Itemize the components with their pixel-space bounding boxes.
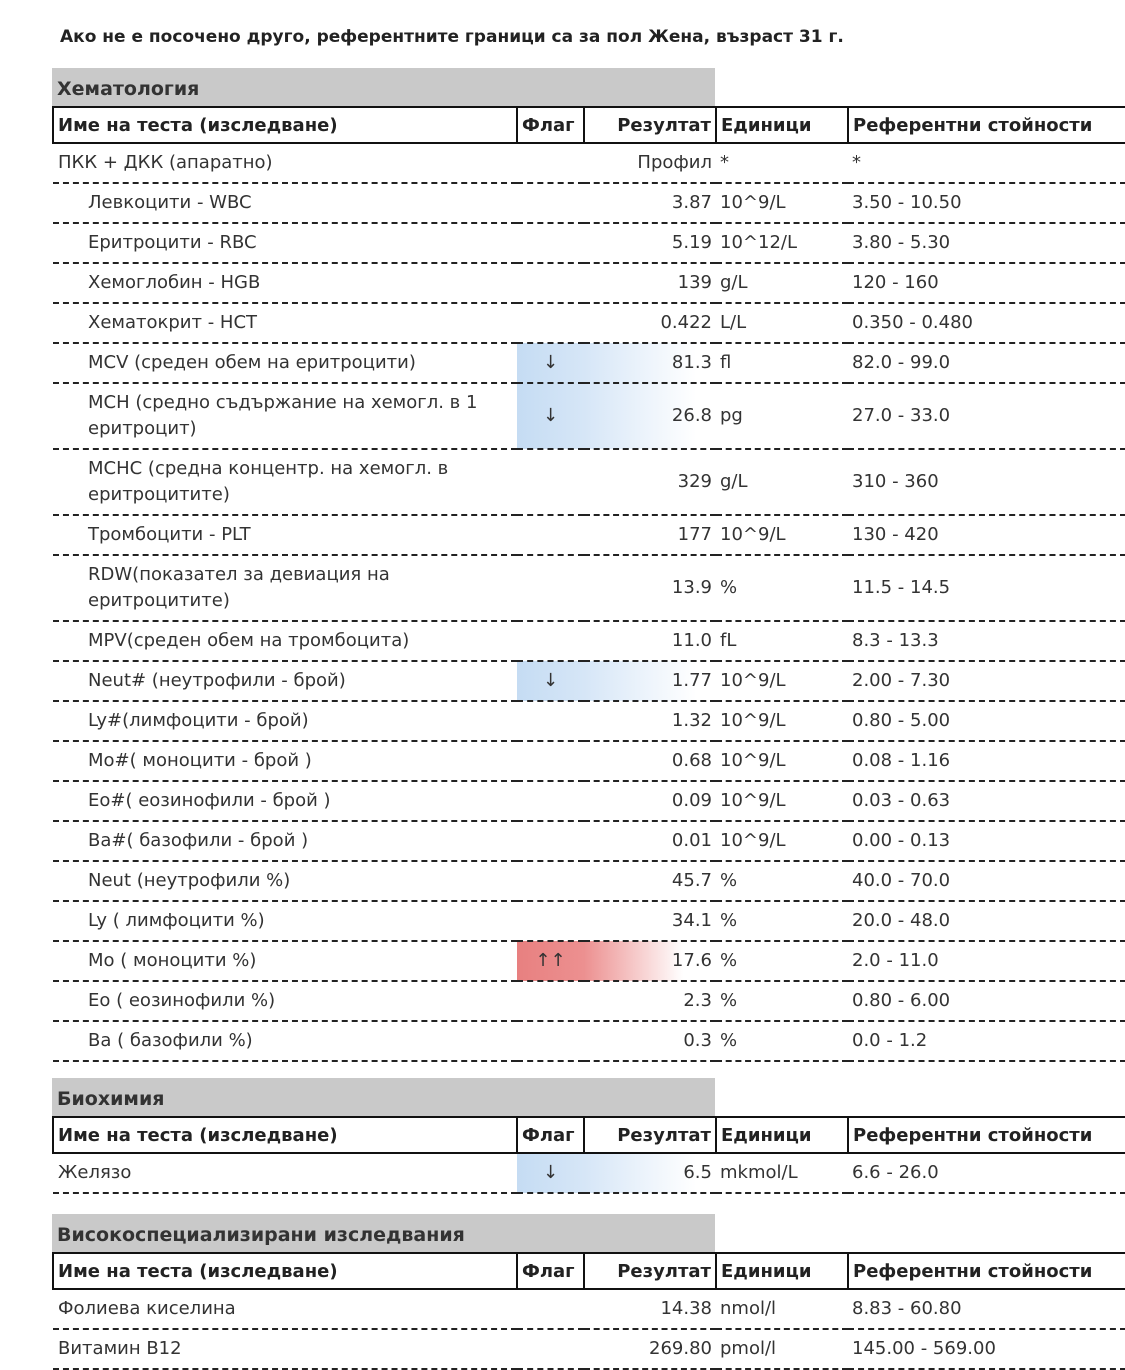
cell-result: 17.6 [584,941,716,981]
flag-cell [517,741,584,781]
header-row [53,1253,1125,1289]
table-row [53,861,1125,901]
cell-units: 10^9/L [716,821,848,861]
cell-name: MCH (средно съдържание на хемогл. в 1 еритроцит) [53,383,517,449]
cell-units: nmol/l [716,1289,848,1329]
table-row [53,981,1125,1021]
cell-result: 26.8 [584,383,716,449]
cell-result: 0.3 [584,1021,716,1061]
flag-cell [517,143,584,183]
column-header-name: Име на теста (изследване) [53,107,517,143]
cell-ref: 3.80 - 5.30 [848,223,1125,263]
table-row [53,781,1125,821]
cell-units: 10^9/L [716,515,848,555]
cell-ref: 145.00 - 569.00 [848,1329,1125,1369]
cell-units: 10^9/L [716,661,848,701]
table-row [53,143,1125,183]
column-header-units: Единици [716,1253,848,1289]
cell-result: 0.422 [584,303,716,343]
cell-result: 0.09 [584,781,716,821]
flag-low-icon: ↓ [517,343,584,383]
cell-result: 45.7 [584,861,716,901]
table-row [53,343,1125,383]
cell-result: 139 [584,263,716,303]
cell-ref: 0.08 - 1.16 [848,741,1125,781]
header-row [53,107,1125,143]
results-table [52,1116,1125,1194]
cell-ref: 0.0 - 1.2 [848,1021,1125,1061]
table-row [53,183,1125,223]
column-header-ref: Референтни стойности [848,107,1125,143]
cell-result: 81.3 [584,343,716,383]
flag-cell [517,701,584,741]
flag-cell [517,861,584,901]
cell-ref: 6.6 - 26.0 [848,1153,1125,1193]
cell-result: 269.80 [584,1329,716,1369]
cell-units: L/L [716,303,848,343]
table-row [53,941,1125,981]
cell-result: 1.77 [584,661,716,701]
cell-name: Тромбоцити - PLT [53,515,517,555]
column-header-ref: Референтни стойности [848,1117,1125,1153]
cell-result: 2.3 [584,981,716,1021]
table-row [53,1153,1125,1193]
results-table [52,106,1125,1062]
cell-name: Хематокрит - HCT [53,303,517,343]
cell-name: Mo#( моноцити - брой ) [53,741,517,781]
cell-name: Eo ( еозинофили %) [53,981,517,1021]
column-header-flag: Флаг [517,1253,584,1289]
cell-result: 5.19 [584,223,716,263]
column-header-flag: Флаг [517,107,584,143]
cell-result: 13.9 [584,555,716,621]
cell-units: pmol/l [716,1329,848,1369]
flag-cell [517,821,584,861]
cell-units: mkmol/L [716,1153,848,1193]
cell-units: % [716,861,848,901]
table-row [53,1021,1125,1061]
flag-cell [517,223,584,263]
cell-name: MCV (среден обем на еритроцити) [53,343,517,383]
column-header-flag: Флаг [517,1117,584,1153]
cell-units: % [716,1021,848,1061]
flag-cell [517,303,584,343]
table-row [53,661,1125,701]
cell-ref: 27.0 - 33.0 [848,383,1125,449]
column-header-name: Име на теста (изследване) [53,1253,517,1289]
cell-name: MPV(среден обем на тромбоцита) [53,621,517,661]
cell-result: 14.38 [584,1289,716,1329]
flag-cell [517,1289,584,1329]
table-row [53,555,1125,621]
cell-units: 10^9/L [716,183,848,223]
results-table [52,1252,1125,1370]
cell-result: 3.87 [584,183,716,223]
table-row [53,383,1125,449]
flag-cell [517,781,584,821]
cell-units: 10^12/L [716,223,848,263]
cell-units: 10^9/L [716,741,848,781]
cell-ref: 3.50 - 10.50 [848,183,1125,223]
cell-result: 177 [584,515,716,555]
cell-name: Еритроцити - RBC [53,223,517,263]
flag-cell [517,449,584,515]
flag-cell [517,183,584,223]
flag-high-icon: ↑↑ [517,941,584,981]
flag-cell [517,1329,584,1369]
cell-result: 34.1 [584,901,716,941]
table-row [53,901,1125,941]
flag-cell [517,1021,584,1061]
cell-name: RDW(показател за девиация на еритроцитите) [53,555,517,621]
cell-result: 1.32 [584,701,716,741]
cell-result: 0.01 [584,821,716,861]
cell-name: Eo#( еозинофили - брой ) [53,781,517,821]
cell-name: Желязо [53,1153,517,1193]
column-header-result: Резултат [584,107,716,143]
cell-ref: 120 - 160 [848,263,1125,303]
cell-result: 6.5 [584,1153,716,1193]
table-row [53,263,1125,303]
cell-ref: 130 - 420 [848,515,1125,555]
table-row [53,303,1125,343]
header-row [53,1117,1125,1153]
cell-name: Ly ( лимфоцити %) [53,901,517,941]
cell-ref: * [848,143,1125,183]
cell-ref: 8.3 - 13.3 [848,621,1125,661]
cell-units: g/L [716,449,848,515]
cell-units: 10^9/L [716,781,848,821]
flag-low-icon: ↓ [517,383,584,449]
cell-units: g/L [716,263,848,303]
cell-units: fL [716,621,848,661]
cell-name: MCHC (средна концентр. на хемогл. в еритроцитите) [53,449,517,515]
table-row [53,1329,1125,1369]
cell-name: Ba#( базофили - брой ) [53,821,517,861]
cell-ref: 11.5 - 14.5 [848,555,1125,621]
column-header-name: Име на теста (изследване) [53,1117,517,1153]
cell-ref: 8.83 - 60.80 [848,1289,1125,1329]
table-row [53,1289,1125,1329]
flag-low-icon: ↓ [517,661,584,701]
cell-ref: 20.0 - 48.0 [848,901,1125,941]
cell-result: 11.0 [584,621,716,661]
cell-ref: 310 - 360 [848,449,1125,515]
cell-units: fl [716,343,848,383]
section-title: Хематология [52,68,715,106]
cell-result: Профил [584,143,716,183]
reference-note: Ако не е посочено друго, референтните граници са за пол Жена, възраст 31 г. [60,27,844,47]
column-header-units: Единици [716,1117,848,1153]
cell-result: 329 [584,449,716,515]
cell-name: Левкоцити - WBC [53,183,517,223]
cell-name: Ly#(лимфоцити - брой) [53,701,517,741]
cell-ref: 0.00 - 0.13 [848,821,1125,861]
column-header-result: Резултат [584,1253,716,1289]
flag-cell [517,515,584,555]
flag-cell [517,621,584,661]
column-header-units: Единици [716,107,848,143]
cell-ref: 0.350 - 0.480 [848,303,1125,343]
table-row [53,515,1125,555]
cell-ref: 2.00 - 7.30 [848,661,1125,701]
cell-result: 0.68 [584,741,716,781]
table-row [53,741,1125,781]
flag-cell [517,263,584,303]
cell-name: Neut (неутрофили %) [53,861,517,901]
cell-name: Neut# (неутрофили - брой) [53,661,517,701]
cell-units: % [716,981,848,1021]
cell-name: Фолиева киселина [53,1289,517,1329]
flag-cell [517,901,584,941]
results-report [52,68,1125,1370]
cell-name: ПКК + ДКК (апаратно) [53,143,517,183]
cell-name: Хемоглобин - HGB [53,263,517,303]
section-title: Биохимия [52,1078,715,1116]
cell-name: Витамин B12 [53,1329,517,1369]
cell-ref: 0.03 - 0.63 [848,781,1125,821]
cell-ref: 82.0 - 99.0 [848,343,1125,383]
cell-units: 10^9/L [716,701,848,741]
column-header-ref: Референтни стойности [848,1253,1125,1289]
cell-units: % [716,941,848,981]
cell-ref: 0.80 - 5.00 [848,701,1125,741]
column-header-result: Резултат [584,1117,716,1153]
cell-units: % [716,901,848,941]
table-row [53,223,1125,263]
table-row [53,621,1125,661]
flag-low-icon: ↓ [517,1153,584,1193]
cell-ref: 2.0 - 11.0 [848,941,1125,981]
cell-ref: 40.0 - 70.0 [848,861,1125,901]
table-row [53,701,1125,741]
flag-cell [517,555,584,621]
table-row [53,449,1125,515]
table-row [53,821,1125,861]
cell-units: * [716,143,848,183]
cell-ref: 0.80 - 6.00 [848,981,1125,1021]
flag-cell [517,981,584,1021]
cell-name: Mo ( моноцити %) [53,941,517,981]
cell-name: Ba ( базофили %) [53,1021,517,1061]
section-title: Високоспециализирани изследвания [52,1214,715,1252]
cell-units: pg [716,383,848,449]
cell-units: % [716,555,848,621]
